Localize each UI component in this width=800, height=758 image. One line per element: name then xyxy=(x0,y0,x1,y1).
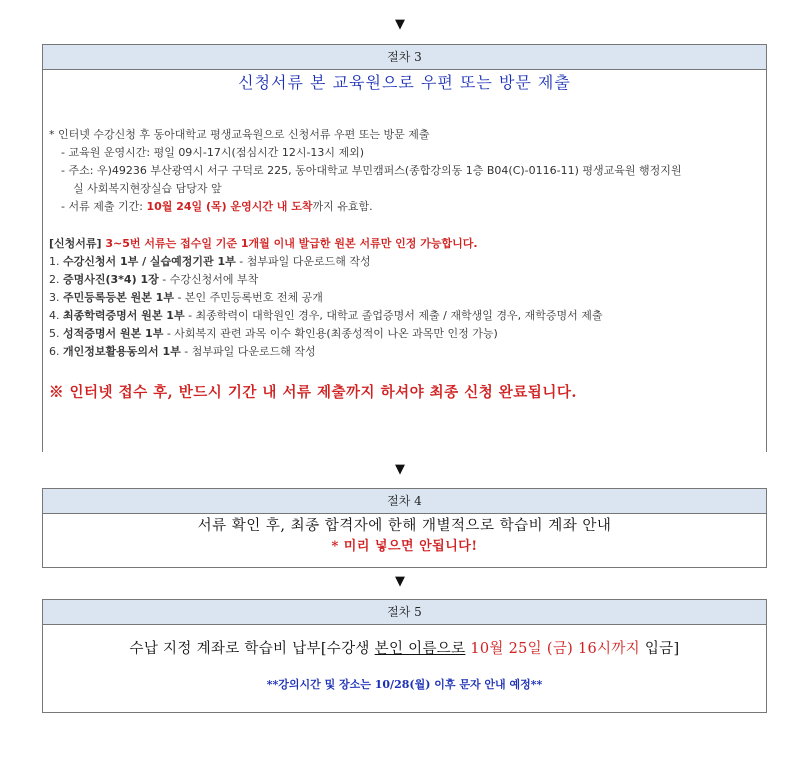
down-arrow-icon: ▼ xyxy=(395,462,405,477)
list-item: 2. 증명사진(3*4) 1장 - 수강신청서에 부착 xyxy=(49,273,259,286)
list-item: 1. 수강신청서 1부 / 실습예정기관 1부 - 첨부파일 다운로드해 작성 xyxy=(49,255,371,268)
list-item: 5. 성적증명서 원본 1부 - 사회복지 관련 과목 이수 확인용(최종성적이 나온 과목만 인정 가능) xyxy=(49,327,498,340)
list-item: 3. 주민등록등본 원본 1부 - 본인 주민등록번호 전체 공개 xyxy=(49,291,323,304)
step4-header: 절차 4 xyxy=(43,489,766,514)
step3-hours: - 교육원 운영시간: 평일 09시-17시(점심시간 12시-13시 제외) xyxy=(61,146,365,159)
docs-heading: [신청서류] 3~5번 서류는 접수일 기준 1개월 이내 발급한 원본 서류만 인정 가능합니다. xyxy=(49,237,478,250)
list-item: 4. 최종학력증명서 원본 1부 - 최종학력이 대학원인 경우, 대학교 졸업증명서 제출 / 재학생일 경우, 재학증명서 제출 xyxy=(49,309,603,322)
list-item: 6. 개인정보활용동의서 1부 - 첨부파일 다운로드해 작성 xyxy=(49,345,316,358)
step3-address: - 주소: 우)49236 부산광역시 서구 구덕로 225, 동아대학교 부민캠퍼스(종합강의동 1층 B04(C)-0116-11) 평생교육원 행정지원 xyxy=(61,164,682,177)
step4-line1: 서류 확인 후, 최종 합격자에 한해 개별적으로 학습비 계좌 안내 xyxy=(197,518,612,534)
step3-warning: ※ 인터넷 접수 후, 반드시 기간 내 서류 제출까지 하셔야 최종 신청 완료됩니다. xyxy=(49,384,577,401)
step5-main: 수납 지정 계좌로 학습비 납부[수강생 본인 이름으로 10월 25일 (금) 16시까지 입금] xyxy=(129,641,680,657)
step5-box xyxy=(42,599,767,713)
step3-box xyxy=(42,44,767,452)
step3-header: 절차 3 xyxy=(43,45,766,70)
step3-deadline: - 서류 제출 기간: 10월 24일 (목) 운영시간 내 도착까지 유효함. xyxy=(61,200,373,213)
down-arrow-icon: ▼ xyxy=(395,17,405,32)
step4-line2: * 미리 넣으면 안됩니다! xyxy=(331,539,478,554)
step3-intro: * 인터넷 수강신청 후 동아대학교 평생교육원으로 신청서류 우편 또는 방문 제출 xyxy=(49,128,430,141)
step3-title: 신청서류 본 교육원으로 우편 또는 방문 제출 xyxy=(238,73,571,92)
step5-note: **강의시간 및 장소는 10/28(월) 이후 문자 안내 예정** xyxy=(266,678,543,691)
step3-address-cont: 실 사회복지현장실습 담당자 앞 xyxy=(73,182,222,195)
doc-list xyxy=(43,253,766,361)
step4-box xyxy=(42,488,767,568)
down-arrow-icon: ▼ xyxy=(395,574,405,589)
step5-header: 절차 5 xyxy=(43,600,766,625)
